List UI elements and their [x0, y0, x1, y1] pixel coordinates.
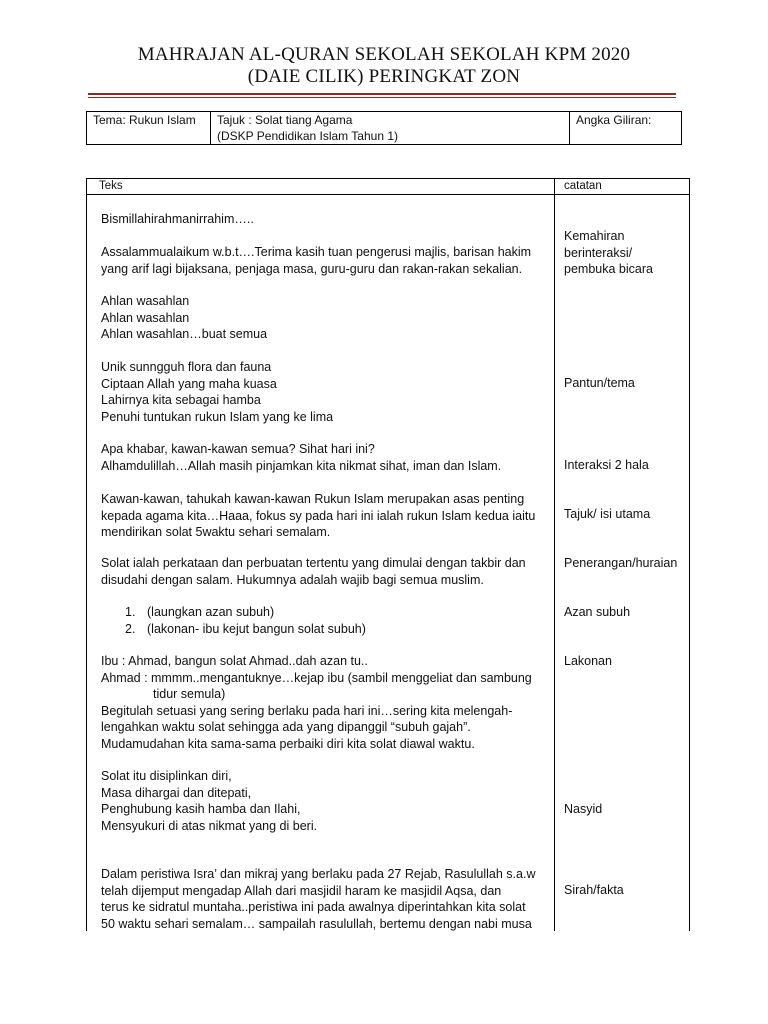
catatan-tajuk: Tajuk/ isi utama [564, 507, 651, 521]
list-item: 1. (laungkan azan subuh) [125, 605, 275, 619]
teks-salam: Assalammualaikum w.b.t….Terima kasih tuan pengerusi majlis, barisan hakim yang arif lagi bijaksana, penjaga masa, guru-guru dan rakan-rakan sekalian. [101, 245, 532, 276]
catatan-interaksi: Interaksi 2 hala [564, 458, 649, 472]
teks-lakonan: Ibu : Ahmad, bangun solat Ahmad..dah azan tu.. Ahmad : mmmm..mengantuknye…kejap ibu (sambil menggeliat dan sambung tidur semula) Begitulah setuasi yang sering berlaku pada hari ini…sering kita melengah- lengahkan waktu solat sehingga ada yang dipanggil “subuh gajah”. Mudamudahan kita sama-sama perbaiki diri kita solat diawal waktu. [101, 654, 532, 751]
teks-khabar: Apa khabar, kawan-kawan semua? Sihat hari ini? Alhamdulillah…Allah masih pinjamkan kita nikmat sihat, iman dan Islam. [101, 442, 502, 473]
info-table [86, 111, 682, 145]
title-line-2: (DAIE CILIK) PERINGKAT ZON [247, 66, 521, 87]
teks-pantun: Unik sunngguh flora dan fauna Ciptaan Allah yang maha kuasa Lahirnya kita sebagai hamba Penuhi tuntukan rukun Islam yang ke lima [101, 360, 334, 424]
catatan-penerangan: Penerangan/huraian [564, 556, 678, 570]
teks-sirah: Dalam peristiwa Isra’ dan mikraj yang berlaku pada 27 Rejab, Rasulullah s.a.w telah dijemput mengadap Allah dari masjidil haram ke masjidil Aqsa, dan terus ke sidratul muntaha..peristiwa ini pada awalnya diperintahkan kita solat 50 waktu sehari semalam… sampailah rasulullah, bertemu dengan nabi musa [101, 867, 536, 931]
column-divider [554, 179, 555, 931]
teks-solat-definisi: Solat ialah perkataan dan perbuatan tertentu yang dimulai dengan takbir dan disudahi dengan salam. Hukumnya adalah wajib bagi semua muslim. [101, 556, 526, 587]
catatan-lakonan: Lakonan [564, 654, 612, 668]
script-table [86, 178, 690, 931]
teks-tajuk: Kawan-kawan, tahukah kawan-kawan Rukun Islam merupakan asas penting kepada agama kita…Haaa, fokus sy pada hari ini ialah rukun Islam kedua iaitu mendirikan solat 5waktu sehari semalam. [101, 492, 536, 539]
teks-nasyid: Solat itu disiplinkan diri, Masa dihargai dan ditepati, Penghubung kasih hamba dan Ilahi, Mensyukuri di atas nikmat yang di beri. [101, 769, 318, 833]
angka-giliran-text: Angka Giliran: [576, 113, 652, 127]
document-title [0, 44, 768, 88]
dskp-text: (DSKP Pendidikan Islam Tahun 1) [217, 129, 398, 143]
tajuk-text: Tajuk : Solat tiang Agama [217, 113, 353, 127]
teks-ahlan: Ahlan wasahlan Ahlan wasahlan Ahlan wasahlan…buat semua [101, 294, 268, 341]
script-table-header [87, 179, 689, 195]
catatan-pantun: Pantun/tema [564, 376, 635, 390]
title-line-1: MAHRAJAN AL-QURAN SEKOLAH SEKOLAH KPM 2020 [137, 44, 631, 65]
tema-text: Tema: Rukun Islam [93, 113, 196, 127]
info-cell-tajuk [211, 112, 570, 144]
teks-numbered-list [125, 604, 571, 637]
header-teks: Teks [99, 180, 123, 192]
list-item: 2. (lakonan- ibu kejut bangun solat subuh) [125, 621, 366, 636]
header-catatan: catatan [564, 180, 602, 192]
title-rule-thin [88, 97, 676, 98]
info-cell-angka [570, 112, 681, 144]
catatan-sirah: Sirah/fakta [564, 883, 624, 897]
catatan-kemahiran: Kemahiran berinteraksi/ pembuka bicara [564, 229, 653, 276]
teks-bismillah: Bismillahirahmanirrahim….. [101, 212, 254, 226]
catatan-azan: Azan subuh [564, 605, 631, 619]
catatan-nasyid: Nasyid [564, 802, 603, 816]
title-rule-thick [88, 93, 676, 95]
info-cell-tema [87, 112, 211, 144]
